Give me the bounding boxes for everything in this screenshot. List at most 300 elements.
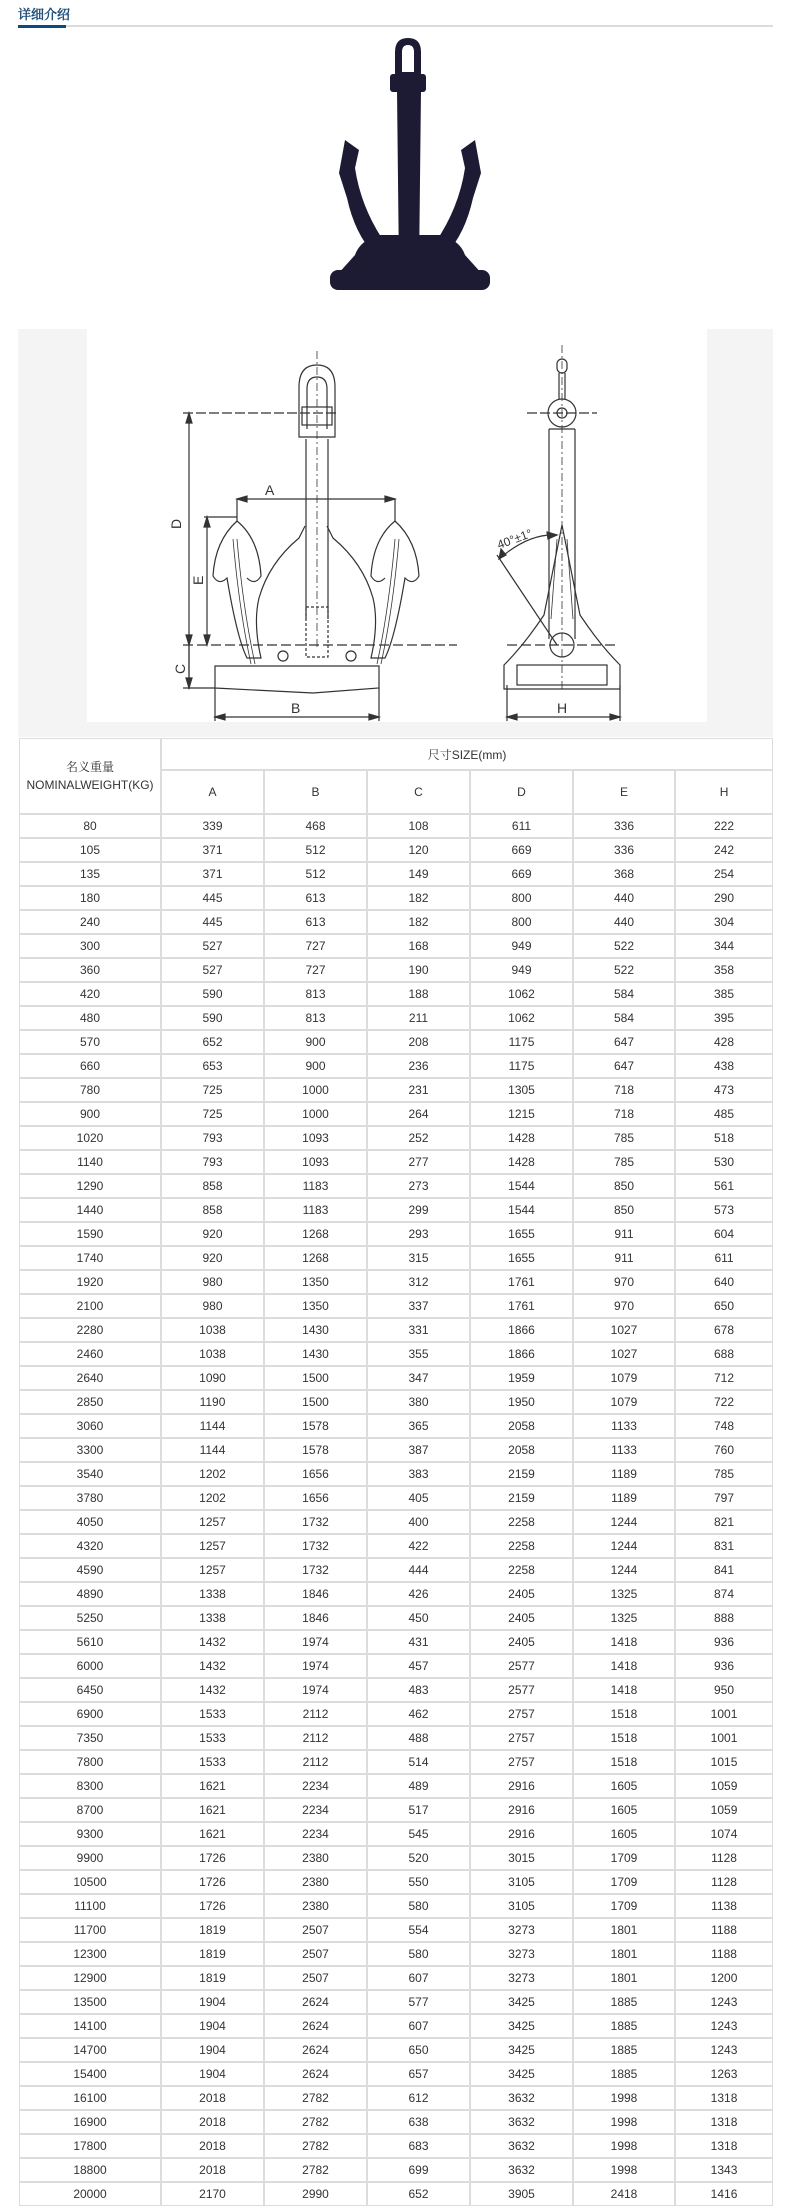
size-cell: 293: [367, 1222, 470, 1246]
size-cell: 483: [367, 1678, 470, 1702]
size-cell: 550: [367, 1870, 470, 1894]
size-cell: 1189: [573, 1462, 675, 1486]
table-row: [19, 1390, 773, 1414]
size-cell: 380: [367, 1390, 470, 1414]
size-cell: 800: [470, 886, 573, 910]
size-cell: 530: [675, 1150, 773, 1174]
size-cell: 1885: [573, 2038, 675, 2062]
weight-cell: 3060: [19, 1414, 161, 1438]
weight-cell: 660: [19, 1054, 161, 1078]
table-row: [19, 1558, 773, 1582]
size-cell: 900: [264, 1030, 367, 1054]
size-cell: 1079: [573, 1390, 675, 1414]
size-cell: 888: [675, 1606, 773, 1630]
size-cell: 652: [367, 2182, 470, 2206]
size-cell: 299: [367, 1198, 470, 1222]
size-cell: 1338: [161, 1582, 264, 1606]
size-cell: 1950: [470, 1390, 573, 1414]
table-row: [19, 1774, 773, 1798]
table-row: [19, 958, 773, 982]
size-cell: 1015: [675, 1750, 773, 1774]
size-cell: 1656: [264, 1486, 367, 1510]
table-row: [19, 1582, 773, 1606]
size-cell: 1621: [161, 1774, 264, 1798]
size-cell: 613: [264, 910, 367, 934]
label-angle: 40°±1°: [495, 526, 535, 552]
table-row: [19, 910, 773, 934]
size-cell: 1998: [573, 2110, 675, 2134]
size-cell: 1183: [264, 1174, 367, 1198]
size-cell: 638: [367, 2110, 470, 2134]
size-cell: 590: [161, 982, 264, 1006]
size-cell: 699: [367, 2158, 470, 2182]
size-cell: 1621: [161, 1822, 264, 1846]
size-cell: 2234: [264, 1798, 367, 1822]
weight-cell: 5610: [19, 1630, 161, 1654]
label-E: E: [190, 575, 206, 585]
size-cell: 850: [573, 1198, 675, 1222]
size-cell: 1432: [161, 1678, 264, 1702]
size-cell: 1243: [675, 2038, 773, 2062]
column-header-e: E: [573, 770, 675, 814]
size-cell: 1998: [573, 2158, 675, 2182]
size-cell: 1144: [161, 1414, 264, 1438]
size-cell: 813: [264, 1006, 367, 1030]
size-cell: 315: [367, 1246, 470, 1270]
size-cell: 2577: [470, 1678, 573, 1702]
size-cell: 2159: [470, 1462, 573, 1486]
weight-cell: 7350: [19, 1726, 161, 1750]
size-cell: 580: [367, 1894, 470, 1918]
weight-cell: 1740: [19, 1246, 161, 1270]
size-cell: 242: [675, 838, 773, 862]
size-cell: 1998: [573, 2086, 675, 2110]
size-cell: 277: [367, 1150, 470, 1174]
table-row: [19, 1414, 773, 1438]
weight-cell: 1020: [19, 1126, 161, 1150]
weight-cell: 900: [19, 1102, 161, 1126]
size-cell: 2624: [264, 2014, 367, 2038]
size-cell: 2380: [264, 1846, 367, 1870]
size-cell: 980: [161, 1270, 264, 1294]
weight-cell: 2100: [19, 1294, 161, 1318]
size-cell: 1244: [573, 1510, 675, 1534]
size-cell: 1268: [264, 1222, 367, 1246]
size-cell: 1062: [470, 1006, 573, 1030]
section-tab-title: 详细介绍: [18, 7, 71, 22]
size-cell: 1059: [675, 1774, 773, 1798]
size-cell: 554: [367, 1918, 470, 1942]
weight-cell: 6900: [19, 1702, 161, 1726]
size-cell: 2916: [470, 1774, 573, 1798]
size-cell: 1428: [470, 1150, 573, 1174]
size-cell: 347: [367, 1366, 470, 1390]
size-cell: 1093: [264, 1126, 367, 1150]
size-cell: 1074: [675, 1822, 773, 1846]
size-cell: 1578: [264, 1414, 367, 1438]
size-cell: 1138: [675, 1894, 773, 1918]
size-cell: 1605: [573, 1798, 675, 1822]
size-cell: 1318: [675, 2110, 773, 2134]
table-row: [19, 1750, 773, 1774]
size-cell: 1819: [161, 1942, 264, 1966]
table-row: [19, 2062, 773, 2086]
size-cell: 1144: [161, 1438, 264, 1462]
size-cell: 683: [367, 2134, 470, 2158]
size-cell: 520: [367, 1846, 470, 1870]
size-cell: 1183: [264, 1198, 367, 1222]
size-cell: 650: [675, 1294, 773, 1318]
size-cell: 584: [573, 982, 675, 1006]
anchor-dimension-drawing: [87, 329, 707, 722]
size-header: 尺寸SIZE(mm): [161, 738, 773, 770]
size-cell: 1726: [161, 1894, 264, 1918]
size-cell: 1038: [161, 1342, 264, 1366]
size-cell: 2418: [573, 2182, 675, 2206]
size-cell: 2112: [264, 1726, 367, 1750]
size-cell: 1430: [264, 1342, 367, 1366]
size-cell: 457: [367, 1654, 470, 1678]
size-cell: 1974: [264, 1654, 367, 1678]
size-cell: 607: [367, 1966, 470, 1990]
size-cell: 368: [573, 862, 675, 886]
table-row: [19, 1030, 773, 1054]
size-cell: 1533: [161, 1702, 264, 1726]
size-cell: 405: [367, 1486, 470, 1510]
size-cell: 440: [573, 910, 675, 934]
size-cell: 1709: [573, 1894, 675, 1918]
column-header-c: C: [367, 770, 470, 814]
table-row: [19, 2038, 773, 2062]
size-cell: 611: [675, 1246, 773, 1270]
table-row: [19, 1870, 773, 1894]
size-cell: 2234: [264, 1822, 367, 1846]
table-row: [19, 1102, 773, 1126]
weight-cell: 1140: [19, 1150, 161, 1174]
table-row: [19, 1462, 773, 1486]
size-cell: 512: [264, 862, 367, 886]
size-cell: 462: [367, 1702, 470, 1726]
size-cell: 785: [573, 1126, 675, 1150]
table-row: [19, 934, 773, 958]
size-cell: 949: [470, 958, 573, 982]
table-row: [19, 1198, 773, 1222]
size-cell: 1062: [470, 982, 573, 1006]
size-cell: 727: [264, 934, 367, 958]
size-cell: 512: [264, 838, 367, 862]
size-cell: 911: [573, 1222, 675, 1246]
size-cell: 748: [675, 1414, 773, 1438]
size-cell: 1518: [573, 1750, 675, 1774]
size-cell: 793: [161, 1150, 264, 1174]
weight-cell: 7800: [19, 1750, 161, 1774]
table-row: [19, 1174, 773, 1198]
size-cell: 2507: [264, 1966, 367, 1990]
weight-cell: 4320: [19, 1534, 161, 1558]
size-cell: 1038: [161, 1318, 264, 1342]
size-cell: 383: [367, 1462, 470, 1486]
weight-cell: 1440: [19, 1198, 161, 1222]
size-cell: 1244: [573, 1558, 675, 1582]
size-cell: 3105: [470, 1894, 573, 1918]
size-cell: 331: [367, 1318, 470, 1342]
table-row: [19, 1678, 773, 1702]
size-cell: 1418: [573, 1630, 675, 1654]
weight-cell: 80: [19, 814, 161, 838]
size-cell: 387: [367, 1438, 470, 1462]
size-cell: 1133: [573, 1414, 675, 1438]
size-cell: 1959: [470, 1366, 573, 1390]
table-row: [19, 2182, 773, 2206]
weight-cell: 1590: [19, 1222, 161, 1246]
size-cell: 1263: [675, 2062, 773, 2086]
weight-cell: 180: [19, 886, 161, 910]
size-cell: 2782: [264, 2086, 367, 2110]
size-cell: 1215: [470, 1102, 573, 1126]
size-cell: 841: [675, 1558, 773, 1582]
size-cell: 688: [675, 1342, 773, 1366]
table-row: [19, 1510, 773, 1534]
size-cell: 1655: [470, 1246, 573, 1270]
size-cell: 252: [367, 1126, 470, 1150]
size-cell: 1243: [675, 1990, 773, 2014]
size-cell: 440: [573, 886, 675, 910]
size-cell: 473: [675, 1078, 773, 1102]
size-cell: 573: [675, 1198, 773, 1222]
nominal-weight-header: [19, 738, 161, 814]
table-row: [19, 1366, 773, 1390]
table-row: [19, 2134, 773, 2158]
column-header-h: H: [675, 770, 773, 814]
size-cell: 1732: [264, 1534, 367, 1558]
table-row: [19, 838, 773, 862]
size-cell: 1175: [470, 1054, 573, 1078]
size-cell: 108: [367, 814, 470, 838]
size-cell: 1128: [675, 1846, 773, 1870]
size-cell: 120: [367, 838, 470, 862]
size-cell: 527: [161, 934, 264, 958]
size-cell: 936: [675, 1630, 773, 1654]
size-cell: 3425: [470, 2062, 573, 2086]
size-cell: 580: [367, 1942, 470, 1966]
size-cell: 1709: [573, 1870, 675, 1894]
table-row: [19, 886, 773, 910]
size-cell: 1338: [161, 1606, 264, 1630]
weight-cell: 1290: [19, 1174, 161, 1198]
label-D: D: [168, 518, 184, 529]
size-cell: 2159: [470, 1486, 573, 1510]
weight-cell: 3300: [19, 1438, 161, 1462]
size-cell: 3015: [470, 1846, 573, 1870]
weight-cell: 11100: [19, 1894, 161, 1918]
size-cell: 236: [367, 1054, 470, 1078]
size-cell: 1000: [264, 1102, 367, 1126]
size-cell: 211: [367, 1006, 470, 1030]
weight-cell: 9300: [19, 1822, 161, 1846]
weight-cell: 300: [19, 934, 161, 958]
size-cell: 1533: [161, 1726, 264, 1750]
table-row: [19, 1966, 773, 1990]
column-header-d: D: [470, 770, 573, 814]
size-cell: 2577: [470, 1654, 573, 1678]
anchor-spec-table: [19, 738, 773, 2206]
weight-header-cn: 名义重量: [65, 760, 114, 774]
size-cell: 1325: [573, 1606, 675, 1630]
size-cell: 821: [675, 1510, 773, 1534]
size-cell: 2112: [264, 1750, 367, 1774]
size-cell: 3905: [470, 2182, 573, 2206]
size-cell: 450: [367, 1606, 470, 1630]
tab-underline: [18, 25, 773, 27]
column-header-a: A: [161, 770, 264, 814]
size-cell: 718: [573, 1078, 675, 1102]
weight-cell: 135: [19, 862, 161, 886]
weight-cell: 10500: [19, 1870, 161, 1894]
table-row: [19, 1318, 773, 1342]
size-cell: 3425: [470, 1990, 573, 2014]
size-cell: 1544: [470, 1198, 573, 1222]
size-cell: 2405: [470, 1630, 573, 1654]
size-cell: 850: [573, 1174, 675, 1198]
size-cell: 577: [367, 1990, 470, 2014]
table-row: [19, 1486, 773, 1510]
size-cell: 858: [161, 1198, 264, 1222]
table-row: [19, 1726, 773, 1750]
weight-cell: 14700: [19, 2038, 161, 2062]
size-cell: 797: [675, 1486, 773, 1510]
table-row: [19, 1654, 773, 1678]
size-cell: 725: [161, 1102, 264, 1126]
size-cell: 355: [367, 1342, 470, 1366]
size-cell: 1605: [573, 1822, 675, 1846]
size-cell: 612: [367, 2086, 470, 2110]
weight-cell: 6450: [19, 1678, 161, 1702]
size-cell: 650: [367, 2038, 470, 2062]
table-row: [19, 1822, 773, 1846]
size-cell: 1709: [573, 1846, 675, 1870]
size-cell: 1418: [573, 1654, 675, 1678]
table-row: [19, 814, 773, 838]
size-cell: 522: [573, 958, 675, 982]
size-cell: 669: [470, 862, 573, 886]
size-cell: 444: [367, 1558, 470, 1582]
size-cell: 400: [367, 1510, 470, 1534]
size-cell: 514: [367, 1750, 470, 1774]
size-cell: 640: [675, 1270, 773, 1294]
size-cell: 1305: [470, 1078, 573, 1102]
size-cell: 336: [573, 838, 675, 862]
size-cell: 2990: [264, 2182, 367, 2206]
size-cell: 727: [264, 958, 367, 982]
weight-cell: 240: [19, 910, 161, 934]
weight-cell: 12900: [19, 1966, 161, 1990]
table-row: [19, 1126, 773, 1150]
size-cell: 1885: [573, 1990, 675, 2014]
size-cell: 3632: [470, 2158, 573, 2182]
size-cell: 1128: [675, 1870, 773, 1894]
weight-cell: 6000: [19, 1654, 161, 1678]
size-cell: 188: [367, 982, 470, 1006]
size-cell: 2380: [264, 1870, 367, 1894]
size-cell: 1079: [573, 1366, 675, 1390]
size-cell: 517: [367, 1798, 470, 1822]
table-row: [19, 1894, 773, 1918]
size-cell: 1430: [264, 1318, 367, 1342]
table-row: [19, 1846, 773, 1870]
size-cell: 1732: [264, 1510, 367, 1534]
size-cell: 1846: [264, 1606, 367, 1630]
weight-cell: 18800: [19, 2158, 161, 2182]
weight-header-en: NOMINALWEIGHT(KG): [26, 778, 154, 792]
weight-cell: 8300: [19, 1774, 161, 1798]
table-row: [19, 2158, 773, 2182]
size-cell: 168: [367, 934, 470, 958]
size-cell: 2507: [264, 1918, 367, 1942]
size-cell: 489: [367, 1774, 470, 1798]
size-cell: 290: [675, 886, 773, 910]
size-cell: 1819: [161, 1966, 264, 1990]
size-cell: 725: [161, 1078, 264, 1102]
weight-cell: 1920: [19, 1270, 161, 1294]
size-cell: 1090: [161, 1366, 264, 1390]
table-row: [19, 1606, 773, 1630]
label-H: H: [557, 700, 568, 716]
weight-cell: 420: [19, 982, 161, 1006]
size-cell: 1974: [264, 1678, 367, 1702]
size-cell: 3425: [470, 2014, 573, 2038]
size-cell: 1189: [573, 1486, 675, 1510]
size-cell: 647: [573, 1030, 675, 1054]
size-cell: 3632: [470, 2110, 573, 2134]
size-cell: 426: [367, 1582, 470, 1606]
size-cell: 1846: [264, 1582, 367, 1606]
size-cell: 950: [675, 1678, 773, 1702]
size-cell: 1027: [573, 1342, 675, 1366]
size-cell: 273: [367, 1174, 470, 1198]
size-cell: 337: [367, 1294, 470, 1318]
size-cell: 1761: [470, 1270, 573, 1294]
size-cell: 1416: [675, 2182, 773, 2206]
size-cell: 3273: [470, 1966, 573, 1990]
size-cell: 1318: [675, 2086, 773, 2110]
size-cell: 2058: [470, 1414, 573, 1438]
table-row: [19, 1918, 773, 1942]
size-cell: 149: [367, 862, 470, 886]
table-row: [19, 2110, 773, 2134]
table-row: [19, 1702, 773, 1726]
size-cell: 1885: [573, 2062, 675, 2086]
label-C: C: [172, 663, 188, 674]
size-cell: 2916: [470, 1822, 573, 1846]
weight-cell: 11700: [19, 1918, 161, 1942]
table-row: [19, 982, 773, 1006]
weight-cell: 480: [19, 1006, 161, 1030]
size-cell: 2112: [264, 1702, 367, 1726]
size-cell: 518: [675, 1126, 773, 1150]
weight-cell: 2280: [19, 1318, 161, 1342]
size-cell: 647: [573, 1054, 675, 1078]
size-cell: 208: [367, 1030, 470, 1054]
weight-cell: 13500: [19, 1990, 161, 2014]
table-row: [19, 1630, 773, 1654]
size-cell: 718: [573, 1102, 675, 1126]
size-cell: 2507: [264, 1942, 367, 1966]
weight-cell: 8700: [19, 1798, 161, 1822]
size-cell: 611: [470, 814, 573, 838]
size-cell: 2058: [470, 1438, 573, 1462]
size-cell: 428: [675, 1030, 773, 1054]
size-cell: 561: [675, 1174, 773, 1198]
